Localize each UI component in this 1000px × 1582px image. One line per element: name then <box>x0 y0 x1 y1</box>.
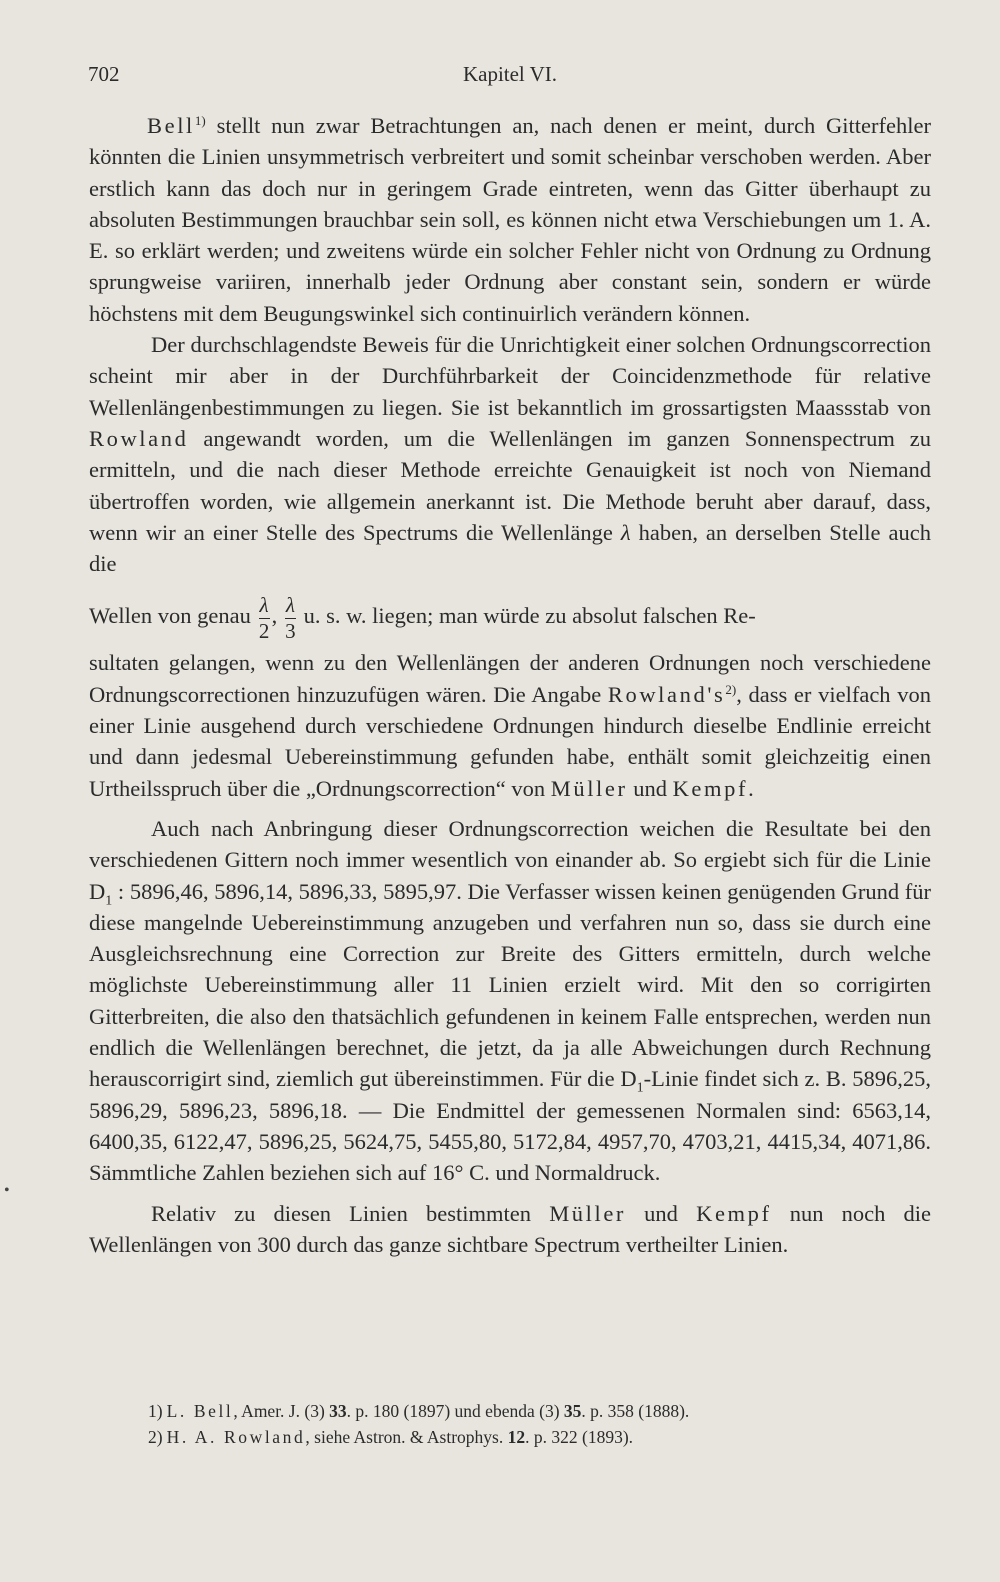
fraction-separator: , <box>271 603 283 629</box>
paragraph-1-text: stellt nun zwar Betrachtungen an, nach denen er meint, durch Gitterfehler könnten die Linien unsymmetrisch verbreitert und somit scheinbar verschoben werden. Aber erstlich kann das doch nur in geringem Grade eintreten, wenn das Gitter überhaupt zu absoluten Bestimmungen brauchbar sein soll, es können nicht etwa Verschiebungen um 1. A. E. so erklärt werden; und zweitens würde ein solcher Fehler nicht von Ordnung zu Ordnung sprungweise variiren, innerhalb jeder Ordnung aber constant sein, sondern er würde höchstens mit dem Beugungswinkel sich continuirlich verändern können. <box>89 113 931 326</box>
footnote-2-text-b: . p. 322 (1893). <box>525 1427 634 1447</box>
paragraph-4-text-c: nun noch die Wellenlängen von 300 durch das ganze sichtbare Spectrum vertheilter Linien. <box>89 1200 932 1257</box>
author-name-kempf: Kempf <box>672 775 749 801</box>
author-name-rowland: Rowland <box>89 425 189 451</box>
footnote-1 <box>148 1398 848 1424</box>
footnote-1-volume: 33 <box>329 1401 347 1421</box>
fraction-lambda-third <box>285 592 296 643</box>
d-line-subscript-1: 1 <box>105 893 113 909</box>
paragraph-4-text-a: Relativ zu diesen Linien bestimmten <box>151 1200 550 1226</box>
author-name-mueller: Müller <box>550 775 628 801</box>
paragraph-3-text-c: -Linie findet sich z. B. 5896,25, 5896,29, 5896,23, 5896,18. — Die Endmittel der gemessenen Normalen sind: 6563,14, 6400,35, 6122,47, 5896,25, 5624,75, 5455,80, 5172,84, 4957,70, 4703,21, 4415,34, 4071,86. Sämmtliche Zahlen beziehen sich auf 16° C. und Normaldruck. <box>89 1066 931 1186</box>
author-name-mueller-2: Müller <box>549 1200 627 1226</box>
paragraph-3 <box>89 813 931 1189</box>
footnote-1-number: 1) <box>148 1401 163 1421</box>
fraction-2-numerator: λ <box>285 592 295 617</box>
fraction-line-start: Wellen von genau <box>89 603 257 629</box>
paragraph-4 <box>89 1198 931 1261</box>
author-name-rowland-possessive: Rowland's <box>607 681 726 707</box>
paragraph-2-text-c: haben, an derselben Stelle auch die <box>89 519 931 577</box>
paragraph-2-text-f: und <box>627 775 673 801</box>
fraction-line <box>89 583 931 649</box>
footnote-2-text-a: , siehe Astron. & Astrophys. <box>305 1427 508 1447</box>
fraction-2-denominator: 3 <box>285 618 296 643</box>
footnote-1-text-b: . p. 180 (1897) und ebenda (3) <box>346 1401 564 1421</box>
paragraph-2-text-d: sultaten gelangen, wenn zu den Wellenlängen der anderen Ordnungen noch verschiedene Ordnungscorrectionen hinzuzufügen wären. Die Angabe <box>89 650 931 707</box>
footnote-ref-2: 2) <box>725 681 737 697</box>
fraction-line-end: u. s. w. liegen; man würde zu absolut falschen Re- <box>297 603 756 629</box>
paragraph-1 <box>89 110 931 329</box>
margin-mark: • <box>4 1182 10 1199</box>
body-text <box>89 110 931 1260</box>
paragraph-3-text-b: : 5896,46, 5896,14, 5896,33, 5895,97. Die Verfasser wissen keinen genügenden Grund für diese mangelnde Uebereinstimmung anzugeben und verfahren nun so, dass sie durch eine Ausgleichsrechnung eine Correction zur Breite des Gitters ermitteln, durch welche möglichste Uebereinstimmung aller 11 Linien erzielt wird. Mit den so corrigirten Gitterbreiten, die also den thatsächlich gefundenen in keinem Falle entsprechen, werden nun endlich die Wellenlängen berechnet, die jetzt, da ja alle Abweichungen durch Rechnung herauscorrigirt sind, ziemlich gut übereinstimmen. Für die D <box>89 878 931 1092</box>
author-name-bell: Bell <box>147 113 195 138</box>
fraction-1-denominator: 2 <box>258 618 270 643</box>
lambda-symbol: λ <box>620 519 631 545</box>
running-head <box>88 62 932 92</box>
paragraph-2-text-b: angewandt worden, um die Wellenlängen im ganzen Sonnenspectrum zu ermitteln, und die nach dieser Methode erreichte Genauigkeit ist noch von Niemand übertroffen worden, wie allgemein anerkannt ist. Die Methode beruht aber darauf, dass, wenn wir an einer Stelle des Spectrums die Wellenlänge <box>89 425 931 545</box>
footnote-1-text-a: , Amer. J. (3) <box>233 1401 330 1421</box>
paragraph-4-text-b: und <box>626 1200 697 1226</box>
footnote-1-author: L. Bell <box>166 1401 234 1421</box>
footnote-2-volume: 12 <box>507 1427 526 1447</box>
d-line-subscript-2: 1 <box>636 1080 644 1096</box>
paragraph-2 <box>89 329 931 804</box>
author-name-kempf-2: Kempf <box>696 1200 772 1226</box>
paragraph-2-text-g: . <box>748 775 754 801</box>
paragraph-2-text-e: , dass er vielfach von einer Linie ausgehend durch verschiedene Ordnungen hindurch dieselbe Endlinie erreicht und dann jedesmal Uebereinstimmung gefunden habe, enthält somit gleichzeitig einen Urtheilsspruch über die „Ordnungscorrection“ von <box>89 681 931 801</box>
footnote-1-volume-2: 35 <box>563 1401 582 1421</box>
footnote-2-number: 2) <box>148 1427 163 1447</box>
footnotes <box>148 1398 848 1450</box>
fraction-lambda-half <box>258 592 270 643</box>
footnote-ref-1: 1) <box>194 113 206 128</box>
footnote-1-text-c: . p. 358 (1888). <box>581 1401 690 1421</box>
fraction-1-numerator: λ <box>259 592 269 617</box>
chapter-title: Kapitel VI. <box>462 62 558 86</box>
page-number: 702 <box>88 62 120 86</box>
paragraph-2-text-a: Der durchschlagendste Beweis für die Unrichtigkeit einer solchen Ordnungscorrection scheint mir aber in der Durchführbarkeit der Coincidenzmethode für relative Wellenlängenbestimmungen zu liegen. Sie ist bekanntlich im grossartigsten Maassstab von <box>89 332 931 420</box>
paragraph-3-text-a: Auch nach Anbringung dieser Ordnungscorrection weichen die Resultate bei den verschiedenen Gittern noch immer wesentlich von einander ab. So ergiebt sich für die Linie D <box>89 815 931 904</box>
footnote-2-author: H. A. Rowland <box>166 1427 306 1447</box>
footnote-2 <box>148 1424 848 1450</box>
